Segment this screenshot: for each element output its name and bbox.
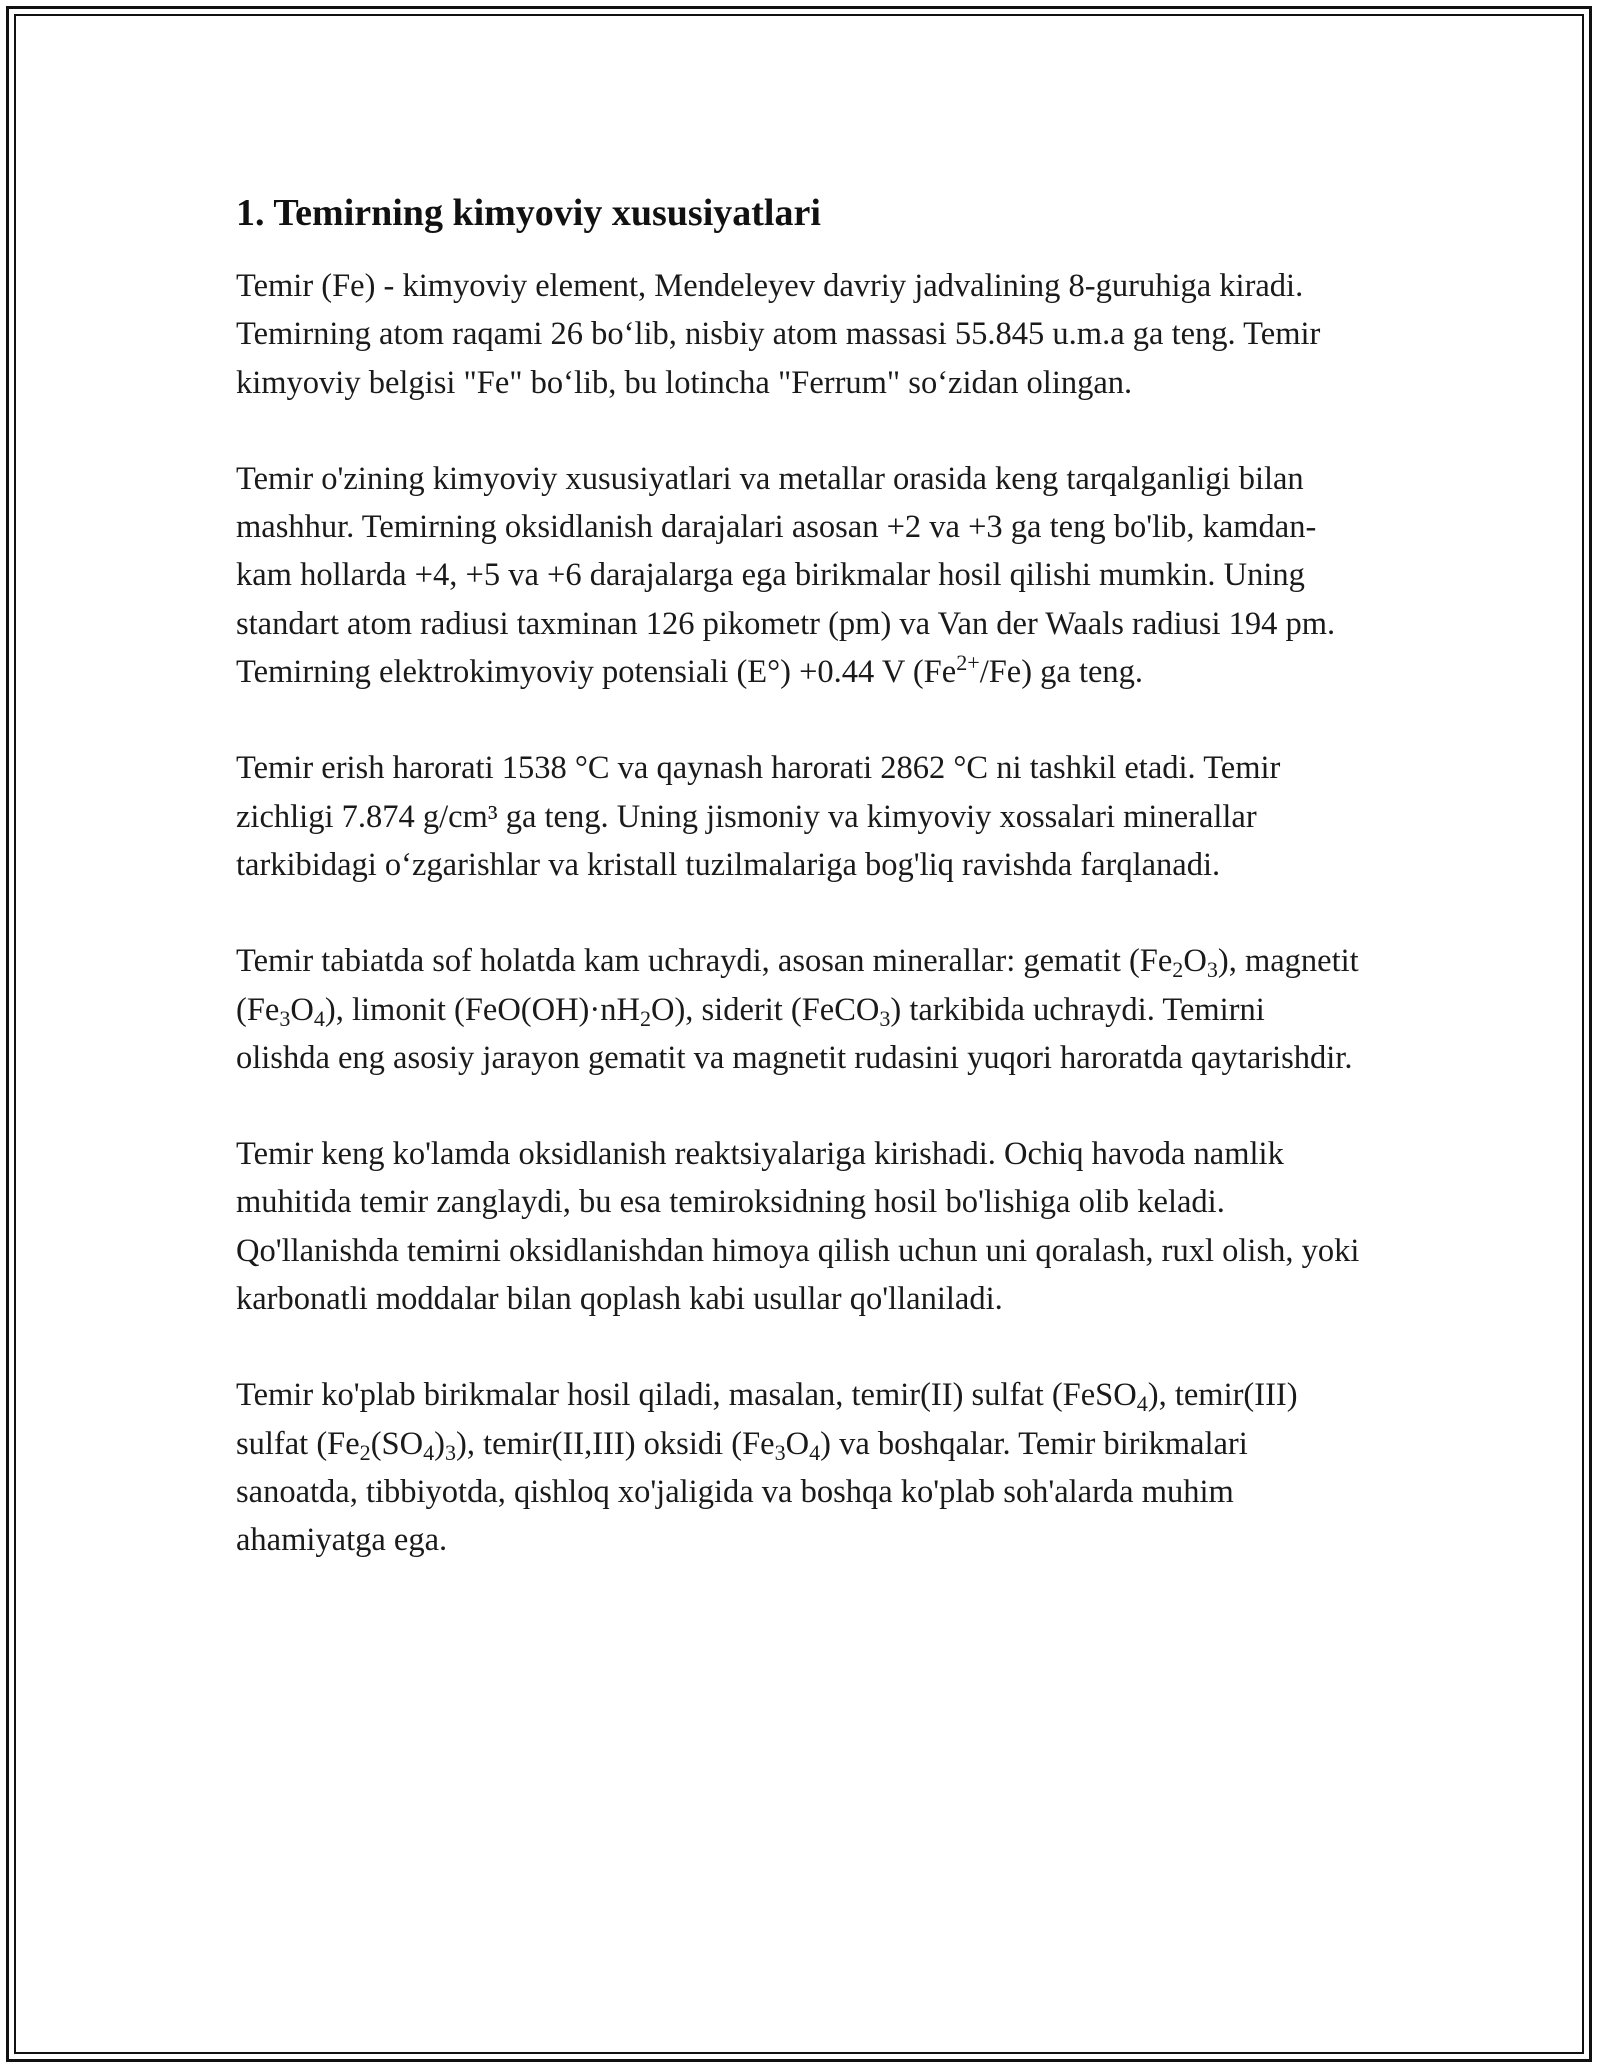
paragraph: Temir keng ko'lamda oksidlanish reaktsiyalariga kirishadi. Ochiq havoda namlik muhitida temir zanglaydi, bu esa temiroksidning hosil bo'lishiga olib keladi. Qo'llanishda temirni oksidlanishdan himoya qilish uchun uni qoralash, ruxl olish, yoki karbonatli moddalar bilan qoplash kabi usullar qo'llaniladi. xyxy=(236,1136,1360,1318)
subscript: 3 xyxy=(1206,957,1218,983)
subscript: 3 xyxy=(879,1005,891,1031)
paragraph: Temir erish harorati 1538 °C va qaynash harorati 2862 °C ni tashkil etadi. Temir zichligi 7.874 g/cm³ ga teng. Uning jismoniy va kimyoviy xossalari minerallar tarkibidagi o‘zgarishlar va kristall tuzilmalariga bog'liq ravishda farqlanadi. xyxy=(236,750,1281,883)
subscript: 2 xyxy=(359,1439,371,1465)
paragraph: Temir (Fe) - kimyoviy element, Mendeleyev davriy jadvalining 8-guruhiga kiradi. Temirning atom raqami 26 bo‘lib, nisbiy atom massasi 55.845 u.m.a ga teng. Temir kimyoviy belgisi "Fe" bo‘lib, bu lotincha "Ferrum" so‘zidan olingan. xyxy=(236,268,1321,401)
superscript: 2+ xyxy=(956,649,980,675)
subscript: 3 xyxy=(774,1439,786,1465)
paragraph: Temir tabiatda sof holatda kam uchraydi, asosan minerallar: gematit $(Fe_2O_3)$, magnetit $(Fe_3O_4)$, limonit $(FeO(OH)\cdot nH_2O)$, siderit (FeCO$_3$) tarkibida uchraydi. Temirni olishda eng asosiy jarayon gematit va magnetit rudasini yuqori haroratda qaytarishdir. xyxy=(236,943,1359,1076)
subscript: 4 xyxy=(313,1005,325,1031)
subscript: 3 xyxy=(279,1005,291,1031)
subscript: 2 xyxy=(639,1005,651,1031)
paragraph: Temir ko'plab birikmalar hosil qiladi, masalan, temir(II) sulfat (FeSO$_4$), temir(III) sulfat $(Fe_2(SO_4)_3)$, temir(II,III) oksidi $(Fe_3O_4)$ va boshqalar. Temir birikmalari sanoatda, tibbiyotda, qishloq xo'jaligida va boshqa ko'plab soh'alarda muhim ahamiyatga ega. xyxy=(236,1377,1298,1559)
subscript: 3 xyxy=(444,1439,456,1465)
subscript: 4 xyxy=(1136,1391,1148,1417)
subscript: 4 xyxy=(809,1439,821,1465)
document-body xyxy=(236,186,1366,1613)
paragraph: Temir o'zining kimyoviy xususiyatlari va metallar orasida keng tarqalganligi bilan mashhur. Temirning oksidlanish darajalari asosan +2 va +3 ga teng bo'lib, kamdan-kam hollarda +4, +5 va +6 darajalarga ega birikmalar hosil qilishi mumkin. Uning standart atom radiusi taxminan 126 pikometr (pm) va Van der Waals radiusi 194 pm. Temirning elektrokimyoviy potensiali (E°) +0.44 V $(Fe^{2+}/Fe)$ ga teng. xyxy=(236,460,1336,691)
subscript: 4 xyxy=(423,1439,435,1465)
section-heading: 1. Temirning kimyoviy xususiyatlari xyxy=(236,192,821,234)
subscript: 2 xyxy=(1172,957,1184,983)
